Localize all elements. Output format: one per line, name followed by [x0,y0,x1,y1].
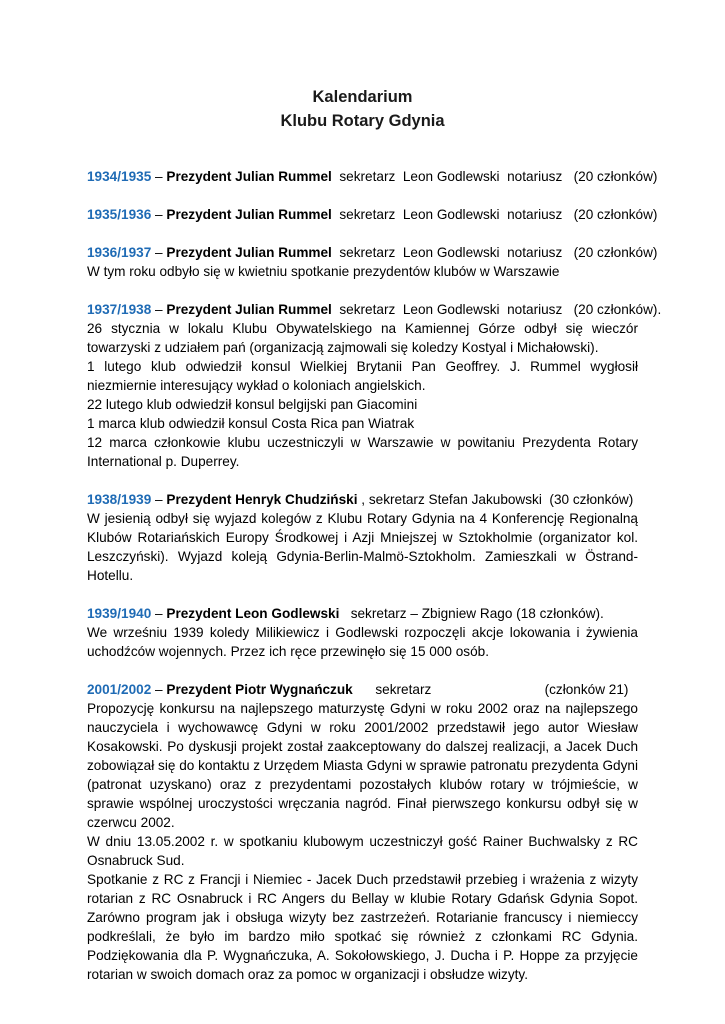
entry-dash: – [151,169,167,184]
entry-dash: – [151,492,167,507]
entry-paragraph: 22 lutego klub odwiedził konsul belgijski pan Giacomini [87,397,418,412]
entry-year: 1937/1938 [87,302,152,317]
entry-header [87,490,638,509]
entry-paragraph: W jesienią odbył się wyjazd kolegów z Klubu Rotary Gdynia na 4 Konferencję Regionalną Klubów Rotariańskich Europy Środkowej i Azji Mniejszej w Sztokholmie (organizator kol. Leszczyński). Wyjazd koleją Gdynia-Berlin-Malmö-Sztokholm. Zamieszkali w Östrand-Hotellu. [87,511,638,583]
entry-dash: – [151,606,167,621]
calendar-entry [87,680,638,984]
calendar-entry [87,167,658,186]
entry-president: Prezydent Julian Rummel [166,207,332,222]
entry-details: sekretarz Leon Godlewski notariusz (20 członków) [331,169,658,184]
entry-paragraph: 12 marca członkowie klubu uczestniczyli w Warszawie w powitaniu Prezydenta Rotary International p. Duperrey. [87,435,638,469]
entry-header [87,243,658,262]
entry-dash: – [151,682,167,697]
entry-paragraph: 1 marca klub odwiedził konsul Costa Rica pan Wiatrak [87,416,415,431]
entry-paragraph: W dniu 13.05.2002 r. w spotkaniu klubowym uczestniczył gość Rainer Buchwalsky z RC Osnabruck Sud. [87,834,638,868]
calendar-entry [87,205,658,224]
entry-paragraph: Propozycję konkursu na najlepszego maturzystę Gdyni w roku 2002 oraz na najlepszego nauczyciela i wychowawcę Gdyni w roku 2001/2002 przedstawił jego autor Wiesław Kosakowski. Po dyskusji projekt został zaakceptowany do dalszej realizacji, a Jacek Duch zobowiązał się do kontaktu z Urzędem Miasta Gdyni w sprawie patronatu prezydenta Gdyni (patronat uzyskano) oraz z prezydentami pozostałych klubów rotary w trójmieście, w sprawie wspólnej uroczystości wręczania nagród. Finał pierwszego konkursu odbył się w czerwcu 2002. [87,701,638,830]
calendar-entry [87,300,662,471]
entry-president: Prezydent Julian Rummel [166,169,332,184]
entry-paragraph: W tym roku odbyło się w kwietniu spotkanie prezydentów klubów w Warszawie [87,264,560,279]
entry-header [87,680,638,699]
entry-header [87,604,638,623]
entry-header [87,205,658,224]
entry-paragraph: We wrześniu 1939 koledy Milikiewicz i Godlewski rozpoczęli akcje lokowania i żywienia uchodźców wojennych. Przez ich ręce przewinęło się 15 000 osób. [87,625,638,659]
entry-year: 1936/1937 [87,245,152,260]
document-title: Kalendarium [312,88,413,106]
entry-paragraph: 1 lutego klub odwiedził konsul Wielkiej Brytanii Pan Geoffrey. J. Rummel wygłosił niezmiernie interesujący wykład o koloniach angielskich. [87,359,638,393]
calendar-entry [87,490,638,585]
entry-dash: – [151,302,167,317]
entry-president: Prezydent Leon Godlewski [166,606,340,621]
entry-details: , sekretarz Stefan Jakubowski (30 członków) [357,492,634,507]
entry-paragraph: Spotkanie z RC z Francji i Niemiec - Jacek Duch przedstawił przebieg i wrażenia z wizyty rotarian z RC Osnabruck i RC Angers du Bellay w klubie Rotary Gdańsk Gdynia Sopot. Zarówno program jak i obsługa wizyty bez zastrzeżeń. Rotarianie francuscy i niemieccy podkreślali, że było im bardzo miło spotkać się również z członkami RC Gdynia. Podziękowania dla P. Wygnańczuka, A. Sokołowskiego, J. Ducha i P. Hoppe za przyjęcie rotarian w swoich domach oraz za pomoc w organizacji i obsłudze wizyty. [87,872,638,982]
entry-year: 1934/1935 [87,169,152,184]
calendar-entries [87,167,662,1003]
entry-paragraph: 26 stycznia w lokalu Klubu Obywatelskiego na Kamiennej Górze odbył się wieczór towarzyski z udziałem pań (organizacją zajmowali się koledzy Kostyal i Michałowski). [87,321,638,355]
entry-year: 1939/1940 [87,606,152,621]
entry-header [87,300,662,319]
calendar-entry [87,243,658,281]
entry-dash: – [151,245,167,260]
entry-details: sekretarz Leon Godlewski notariusz (20 członków) [331,245,658,260]
entry-year: 1938/1939 [87,492,152,507]
entry-dash: – [151,207,167,222]
entry-president: Prezydent Henryk Chudziński [166,492,358,507]
entry-details: sekretarz – Zbigniew Rago (18 członków). [339,606,604,621]
entry-details: sekretarz Leon Godlewski notariusz (20 członków). [331,302,662,317]
calendar-entry [87,604,638,661]
entry-details: sekretarz (członków 21) [352,682,629,697]
document-subtitle: Klubu Rotary Gdynia [280,112,445,130]
entry-president: Prezydent Piotr Wygnańczuk [166,682,353,697]
entry-year: 2001/2002 [87,682,152,697]
entry-president: Prezydent Julian Rummel [166,302,332,317]
entry-header [87,167,658,186]
entry-president: Prezydent Julian Rummel [166,245,332,260]
entry-details: sekretarz Leon Godlewski notariusz (20 członków) [331,207,658,222]
entry-year: 1935/1936 [87,207,152,222]
